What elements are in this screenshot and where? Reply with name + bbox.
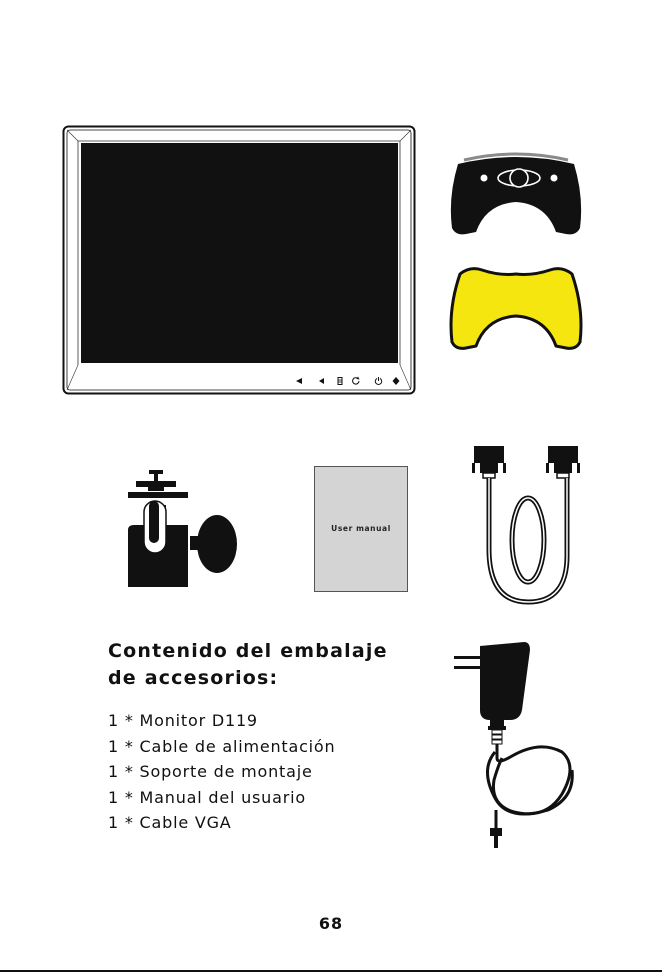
monitor-screen [81, 143, 398, 363]
list-item: 1 * Cable de alimentación [108, 736, 336, 756]
list-item: 1 * Cable VGA [108, 813, 232, 832]
bottom-rule [0, 970, 662, 972]
contents-heading [108, 638, 408, 692]
monitor-illustration [62, 125, 416, 395]
contents-heading-line2: de accesorios: [108, 667, 279, 689]
mounting-bracket [126, 470, 240, 590]
yellow-bezel-clip [448, 264, 584, 351]
power-adapter [450, 640, 580, 852]
user-manual-booklet [314, 466, 408, 592]
list-item: 1 * Monitor D119 [108, 711, 258, 730]
list-item: 1 * Manual del usuario [108, 787, 306, 807]
vga-cable [470, 444, 582, 608]
manual-cover-text: User manual [331, 524, 391, 533]
list-item: 1 * Soporte de montaje [108, 762, 313, 781]
contents-heading-line1: Contenido del embalaje [108, 640, 388, 662]
black-bezel-clip [448, 152, 584, 237]
contents-list [108, 708, 335, 836]
page-number: 68 [318, 914, 344, 933]
